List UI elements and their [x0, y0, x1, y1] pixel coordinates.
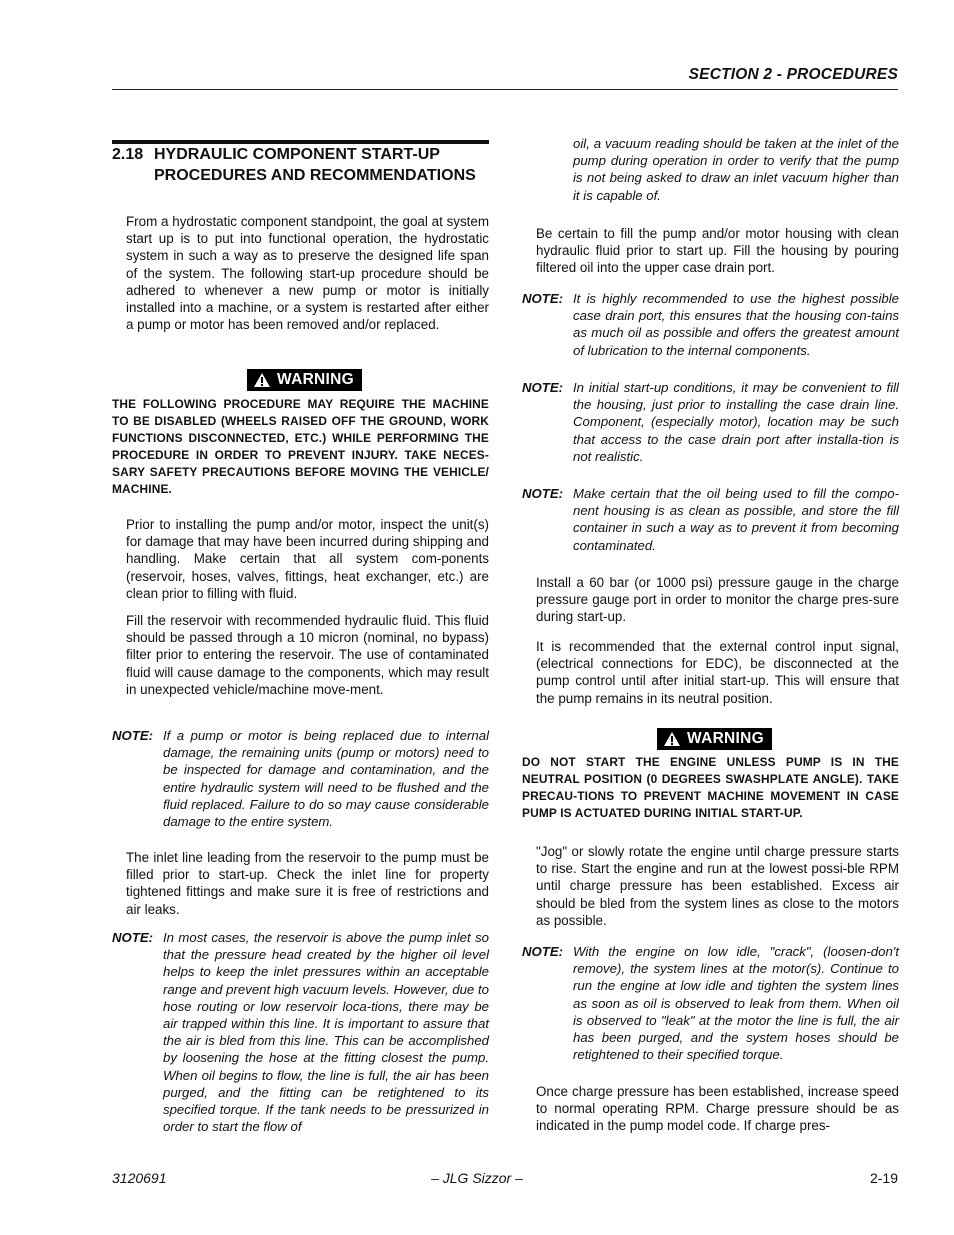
- section-heading: [112, 145, 489, 186]
- warning-text: DO NOT START THE ENGINE UNLESS PUMP IS IN THE NEUTRAL POSITION (0 DEGREES SWASHPLATE ANGLE). TAKE PRECAU-TIONS TO PREVENT MACHINE MOVEMENT IN CASE PUMP IS ACTUATED DURING INITIAL START-UP.: [522, 755, 899, 821]
- warning-triangle-icon: [253, 372, 271, 388]
- paragraph-text: The inlet line leading from the reservoir to the pump must be filled prior to start-up. Check the inlet line for property tightened fittings and make sure it is free of restrictions and air leaks.: [126, 850, 489, 917]
- paragraph-text: It is recommended that the external control input signal, (electrical connections for EDC), be disconnected at the pump control until after initial start-up. This will ensure that the pump remains in its neutral position.: [536, 639, 899, 706]
- note-text: If a pump or motor is being replaced due to internal damage, the remaining units (pump or motors) need to be inspected for damage and contamination, and the entire hydraulic system will need to be flushed and the fluid replaced. Failure to do so may cause considerable damage to the entire system.: [163, 728, 489, 830]
- section-header-title: SECTION 2 - PROCEDURES: [688, 66, 898, 83]
- paragraph-text: From a hydrostatic component standpoint, the goal at system start up is to put into functional operation, the hydrostatic system in such a way as to preserve the designed life span of the system. The following start-up procedure should be adhered to whenever a new pump or motor is initially installed into a machine, or a system is restarted after either a pump or motor has been removed and/or replaced.: [126, 214, 489, 333]
- heading-bar: [112, 140, 489, 144]
- paragraph-text: Fill the reservoir with recommended hydraulic fluid. This fluid should be passed through a 10 micron (nominal, no bypass) filter prior to entering the reservoir. The use of contaminated fluid will cause damage to the components, which may result in unexpected vehicle/machine move-ment.: [126, 613, 489, 697]
- intro-paragraph: [126, 213, 489, 333]
- note-text: With the engine on low idle, "crack", (loosen-don't remove), the system lines at the motor(s). Continue to run the engine at low idle and tighten the system lines as soon as oil is observed to leak from them. When oil is observed to "leak" at the motor the line is full, the air has been purged, and the system hoses should be retightened to their specified torque.: [573, 944, 899, 1063]
- inspection-paragraph: [126, 516, 489, 602]
- note-text: It is highly recommended to use the highest possible case drain port, this ensures that the housing con-tains as much oil as possible and offers the greatest amount of lubrication to the internal components.: [573, 291, 899, 358]
- footer-doc-number: 3120691: [112, 1170, 167, 1186]
- paragraph-text: Be certain to fill the pump and/or motor housing with clean hydraulic fluid prior to start up. Fill the housing by pouring filtered oil into the upper case drain port.: [536, 226, 899, 276]
- warning-badge: [657, 728, 772, 750]
- note-label: NOTE:: [112, 930, 154, 945]
- note-label: NOTE:: [522, 486, 564, 501]
- header-rule: [112, 89, 898, 90]
- footer-product: – JLG Sizzor –: [431, 1170, 523, 1186]
- inlet-line-paragraph: [126, 849, 489, 918]
- note-reservoir-inlet: [112, 929, 489, 1135]
- housing-fill-paragraph: [536, 225, 899, 277]
- note-initial-startup: [522, 379, 899, 465]
- note-reservoir-continued: [573, 135, 899, 204]
- note-text: Make certain that the oil being used to fill the compo-nent housing is as clean as possible, and store the fill container in such a way as to prevent it from becoming contaminated.: [573, 486, 899, 553]
- note-text: In most cases, the reservoir is above the pump inlet so that the pressure head created by the higher oil level helps to keep the inlet pressures within an acceptable range and prevent high vacuum levels. However, due to hose routing or low reservoir loca-tions, there may be air trapped within this line. It is important to assure that the air is bled from this line. This can be accomplished by loosening the hose at the fitting closest the pump. When oil begins to flow, the line is full, the air has been purged, and the fitting can be retightened to its specified torque. If the tank needs to be pressurized in order to start the flow of: [163, 930, 489, 1135]
- section-title: HYDRAULIC COMPONENT START-UP PROCEDURES AND RECOMMENDATIONS: [154, 146, 476, 184]
- jog-paragraph: [536, 843, 899, 929]
- paragraph-text: Once charge pressure has been established, increase speed to normal operating RPM. Charge pressure should be as indicated in the pump model code. If charge pres-: [536, 1084, 899, 1134]
- note-case-drain: [522, 290, 899, 359]
- footer-page-number: 2-19: [869, 1170, 898, 1186]
- note-label: NOTE:: [522, 380, 564, 395]
- control-signal-paragraph: [536, 638, 899, 707]
- paragraph-text: Prior to installing the pump and/or motor, inspect the unit(s) for damage that may have been incurred during shipping and handling. Make certain that all system com-ponents (reservoir, hoses, valves, fittings, heat exchanger, etc.) are clean prior to filling with fluid.: [126, 517, 489, 601]
- note-pump-replacement: [112, 727, 489, 830]
- charge-pressure-paragraph: [536, 1083, 899, 1135]
- note-text: In initial start-up conditions, it may be convenient to fill the housing, just prior to installing the case drain line. Component, (especially motor), location may be such that access to the case drain port after installa-tion is not realistic.: [573, 380, 899, 464]
- reservoir-paragraph: [126, 612, 489, 698]
- note-clean-oil: [522, 485, 899, 554]
- warning-label: WARNING: [277, 371, 355, 388]
- warning-text: THE FOLLOWING PROCEDURE MAY REQUIRE THE MACHINE TO BE DISABLED (WHEELS RAISED OFF THE GROUND, WORK FUNCTIONS DISCONNECTED, ETC.) WHILE PERFORMING THE PROCEDURE IN ORDER TO PREVENT INJURY. TAKE NECES-SARY SAFETY PRECAUTIONS BEFORE MOVING THE VEHICLE/ MACHINE.: [112, 397, 489, 497]
- note-label: NOTE:: [522, 944, 564, 959]
- paragraph-text: Install a 60 bar (or 1000 psi) pressure gauge in the charge pressure gauge port in order to monitor the charge pres-sure during start-up.: [536, 575, 899, 625]
- note-label: NOTE:: [112, 728, 154, 743]
- note-low-idle: [522, 943, 899, 1063]
- warning-label: WARNING: [687, 730, 765, 747]
- gauge-paragraph: [536, 574, 899, 626]
- warning-badge: [247, 369, 362, 391]
- warning-triangle-icon: [663, 731, 681, 747]
- note-label: NOTE:: [522, 291, 564, 306]
- note-text: oil, a vacuum reading should be taken at the inlet of the pump during operation in order to verify that the pump is not being asked to draw an inlet vacuum higher than it is capable of.: [573, 136, 899, 203]
- paragraph-text: "Jog" or slowly rotate the engine until charge pressure starts to rise. Start the engine and run at the lowest possi-ble RPM until charge pressure has been established. Excess air should be bled from the system lines as close to the motors as possible.: [536, 844, 899, 928]
- section-number: 2.18: [112, 146, 144, 163]
